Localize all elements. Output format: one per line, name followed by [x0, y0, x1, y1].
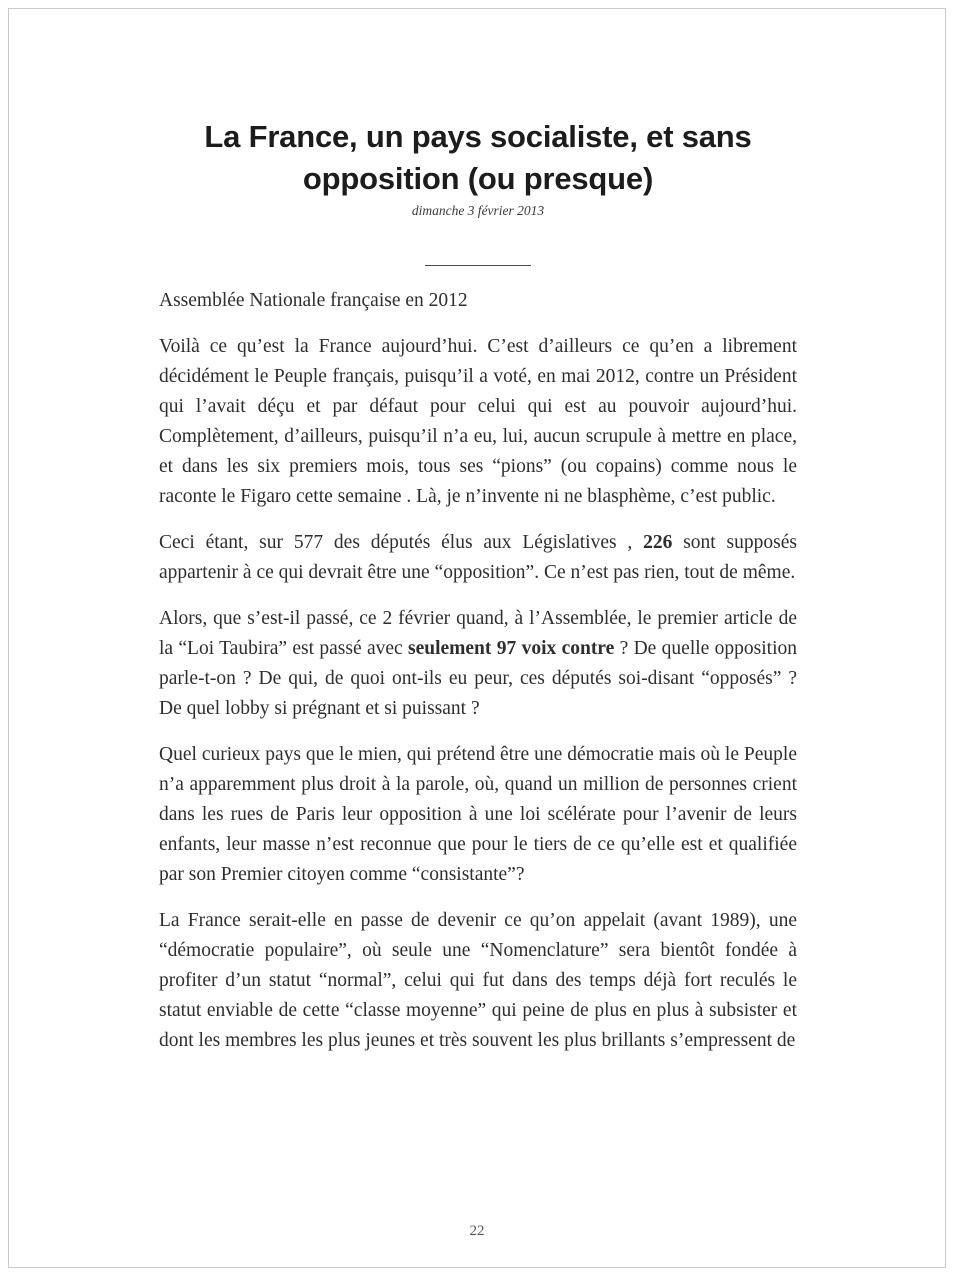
paragraph — [159, 604, 797, 724]
paragraph-text: Ceci étant, sur 577 des députés élus aux Législatives , — [159, 532, 644, 553]
paragraph-bold-text: 226 — [643, 532, 673, 553]
paragraph-text: Alors, que s’est-il passé, ce 2 février quand, à l’Assemblée, le premier article de la “Loi Taubira” est passé avec — [159, 608, 797, 659]
article-date: dimanche 3 février 2013 — [411, 203, 545, 218]
page-number: 22 — [469, 1223, 485, 1239]
paragraph — [159, 740, 797, 890]
paragraph — [159, 528, 797, 588]
paragraph-text: Voilà ce qu’est la France aujourd’hui. C’est d’ailleurs ce qu’en a librement décidément le Peuple français, puisqu’il a voté, en mai 2012, contre un Président qui l’avait déçu et par défaut pour celui qui est au pouvoir aujourd’hui. Complètement, d’ailleurs, puisqu’il n’a eu, lui, aucun scrupule à mettre en place, et dans les six premiers mois, tous ses “pions” (ou copains) comme nous le raconte le Figaro cette semaine . Là, je n’invente ni ne blasphème, c’est public. — [159, 336, 797, 507]
paragraph — [159, 906, 797, 1056]
article-body — [159, 332, 797, 1056]
paragraph-text: La France serait-elle en passe de devenir ce qu’on appelait (avant 1989), une “démocratie populaire”, où seule une “Nomenclature” sera bientôt fondée à profiter d’un statut “normal”, celui qui fut dans des temps déjà fort reculés le statut enviable de cette “classe moyenne” qui peine de plus en plus à subsister et dont les membres les plus jeunes et très souvent les plus brillants s’empressent de — [159, 910, 797, 1051]
section-divider — [425, 265, 531, 266]
page-content — [159, 116, 797, 1056]
image-caption: Assemblée Nationale française en 2012 — [159, 290, 468, 311]
paragraph-text: ? De quelle opposition parle-t-on ? De qui, de quoi ont-ils eu peur, ces députés soi-disant “opposés” ? De quel lobby si prégnant et si puissant ? — [159, 638, 797, 719]
article-title: La France, un pays socialiste, et sans opposition (ou presque) — [204, 119, 752, 196]
paragraph-bold-text: seulement 97 voix contre — [408, 638, 615, 659]
paragraph-text: Quel curieux pays que le mien, qui prétend être une démocratie mais où le Peuple n’a apparemment plus droit à la parole, où, quand un million de personnes crient dans les rues de Paris leur opposition à une loi scélérate pour l’avenir de leurs enfants, leur masse n’est reconnue que pour le tiers de ce qu’elle est et qualifiée par son Premier citoyen comme “consistante”? — [159, 744, 797, 885]
paragraph-text: sont supposés appartenir à ce qui devrait être une “opposition”. Ce n’est pas rien, tout de même. — [159, 532, 797, 583]
paragraph — [159, 332, 797, 512]
